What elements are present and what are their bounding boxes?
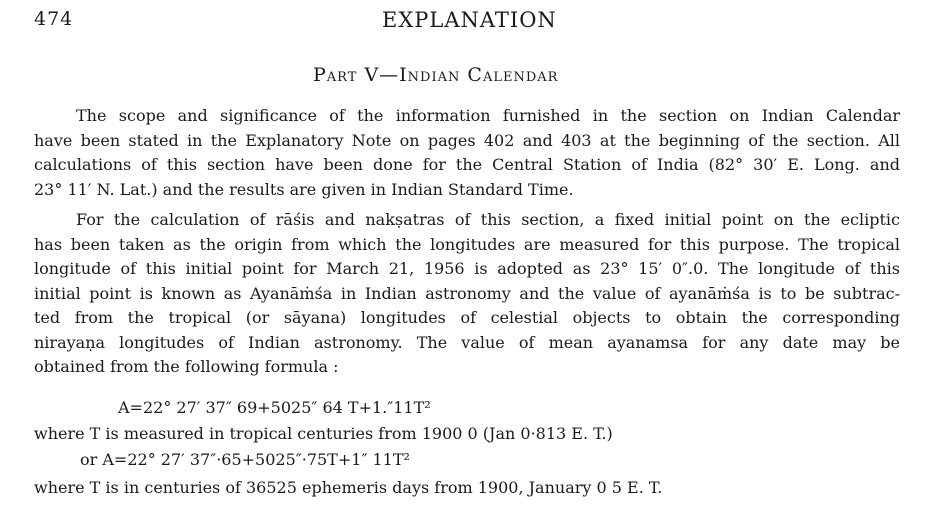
paragraph-scope: [34, 104, 900, 202]
page-title: EXPLANATION: [382, 8, 557, 32]
formula-alternate: or A=22° 27′ 37″·65+5025″·75T+1″ 11T²: [80, 450, 410, 469]
paragraph-line: calculations of this section have been done for the Central Station of India (82° 30′ E. Long. and: [34, 155, 900, 174]
section-heading: Part V—Indian Calendar: [313, 64, 559, 86]
paragraph-ayanamsa: [34, 208, 900, 380]
paragraph-line: have been stated in the Explanatory Note on pages 402 and 403 at the beginning of the section. All: [34, 130, 900, 150]
paragraph-line: ted from the tropical (or sāyana) longitudes of celestial objects to obtain the corresponding: [34, 308, 900, 327]
paragraph-line: For the calculation of rāśis and nakṣatras of this section, a fixed initial point on the ecliptic: [76, 210, 900, 229]
formula-note: where T is measured in tropical centuries from 1900 0 (Jan 0·813 E. T.): [34, 424, 613, 443]
formula-note: where T is in centuries of 36525 ephemeris days from 1900, January 0 5 E. T.: [34, 478, 663, 497]
paragraph-line: obtained from the following formula :: [34, 357, 339, 376]
paragraph-line: 23° 11′ N. Lat.) and the results are given in Indian Standard Time.: [34, 179, 574, 199]
page-number: 474: [34, 8, 74, 30]
paragraph-line: initial point is known as Ayanāṁśa in Indian astronomy and the value of ayanāṁśa is to be subtrac-: [34, 283, 900, 303]
formula-mean-ayanamsa: A=22° 27′ 37″ 69+5025″ 64 T+1.″11T²: [118, 398, 431, 417]
paragraph-line: nirayaṇa longitudes of Indian astronomy. The value of mean ayanamsa for any date may be: [34, 332, 900, 352]
paragraph-line: has been taken as the origin from which the longitudes are measured for this purpose. The tropical: [34, 234, 900, 254]
paragraph-line: The scope and significance of the information furnished in the section on Indian Calendar: [76, 106, 900, 125]
paragraph-line: longitude of this initial point for March 21, 1956 is adopted as 23° 15′ 0″.0. The longitude of this: [34, 259, 900, 278]
